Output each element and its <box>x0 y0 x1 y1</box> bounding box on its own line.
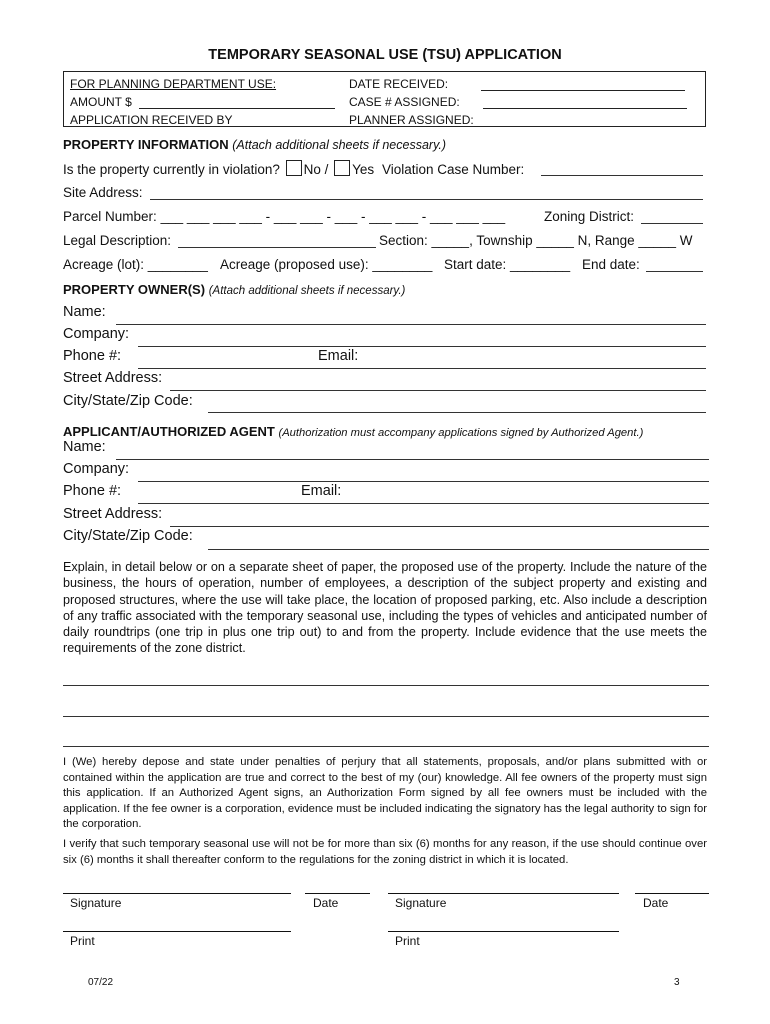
signature-label-2: Signature <box>395 896 447 910</box>
end-date-label: End date: <box>582 257 640 272</box>
agent-email-label: Email: <box>301 483 342 499</box>
case-assigned-row <box>349 95 687 109</box>
owner-note: (Attach additional sheets if necessary.) <box>208 285 406 297</box>
date-label-2: Date <box>643 896 669 910</box>
signature-line-1[interactable] <box>63 893 291 894</box>
signature-label-1: Signature <box>70 896 122 910</box>
signature-line-2[interactable] <box>388 893 619 894</box>
start-date[interactable]: Start date: ________ <box>444 257 571 272</box>
received-by-label: APPLICATION RECEIVED BY <box>70 113 233 127</box>
property-info-note: (Attach additional sheets if necessary.) <box>232 138 447 152</box>
site-address-field[interactable] <box>150 199 703 200</box>
date-received-row <box>349 77 685 91</box>
agent-street-field[interactable] <box>170 526 709 527</box>
legal-description-field[interactable] <box>178 247 376 248</box>
property-info-heading <box>63 137 446 152</box>
violation-no-checkbox[interactable] <box>286 160 302 176</box>
end-date-field[interactable] <box>646 271 703 272</box>
agent-heading <box>63 424 643 439</box>
footer-revision: 07/22 <box>88 977 114 988</box>
agent-city-field[interactable] <box>208 549 709 550</box>
explain-instructions: Explain, in detail below or on a separate sheet of paper, the proposed use of the property. Include the nature of the business, the hours of operation, number of employees, a description of the subject property and existing and proposed structures, where the use will take place, the location of proposed parking, etc. Also include a description of any traffic associated with the temporary seasonal use, including the types of vehicles and anticipated number of daily roundtrips (one trip in plus one trip out) to and from the property. Include evidence that the use meets the requirements of the zone district. <box>63 560 707 656</box>
depose-statement: I (We) hereby depose and state under penalties of perjury that all statements, proposals, and/or plans submitted with or contained within the application are true and correct to the best of my (our) knowledge. All fee owners of the property must sign this application. If an Authorized Agent signs, an Authorization Form signed by all fee owners must be included with the application. If the fee owner is a corporation, evidence must be included indicating the signatory has the legal authority to sign for the corporation. <box>63 756 707 830</box>
site-address-label: Site Address: <box>63 185 143 200</box>
violation-question: Is the property currently in violation? <box>63 162 280 177</box>
violation-yes-checkbox[interactable] <box>334 160 350 176</box>
print-line-2[interactable] <box>388 931 619 932</box>
legal-description-label: Legal Description: <box>63 233 172 248</box>
violation-row <box>63 160 524 177</box>
date-received-field[interactable] <box>481 90 685 91</box>
owner-city-field[interactable] <box>208 412 706 413</box>
zoning-district-label: Zoning District: <box>544 209 635 224</box>
explain-line-2[interactable] <box>63 716 709 717</box>
violation-case-field[interactable] <box>541 175 703 176</box>
agent-phone-label: Phone #: <box>63 483 122 499</box>
violation-no-label: No / <box>303 162 329 177</box>
footer-page-number: 3 <box>674 977 680 988</box>
section-township-range[interactable]: Section: _____, Township _____ N, Range _____ W <box>379 233 693 248</box>
print-label-2: Print <box>395 934 420 948</box>
zoning-district-field[interactable] <box>641 223 703 224</box>
acreage-lot[interactable]: Acreage (lot): ________ <box>63 257 208 272</box>
print-line-1[interactable] <box>63 931 291 932</box>
owner-name-label: Name: <box>63 304 106 320</box>
explain-line-1[interactable] <box>63 685 709 686</box>
owner-heading <box>63 282 405 297</box>
date-label-1: Date <box>313 896 339 910</box>
date-received-label: DATE RECEIVED: <box>349 77 449 91</box>
agent-street-label: Street Address: <box>63 506 163 522</box>
owner-phone-label: Phone #: <box>63 348 122 364</box>
agent-note: (Authorization must accompany applications signed by Authorized Agent.) <box>278 427 644 439</box>
case-assigned-field[interactable] <box>483 108 687 109</box>
date-line-2[interactable] <box>635 893 709 894</box>
owner-company-label: Company: <box>63 326 130 342</box>
owner-street-field[interactable] <box>170 390 706 391</box>
agent-phone-email-field[interactable] <box>138 503 709 504</box>
parcel-number-row <box>63 209 505 224</box>
owner-name-field[interactable] <box>116 324 706 325</box>
violation-case-label: Violation Case Number: <box>381 162 525 177</box>
agent-name-field[interactable] <box>116 459 709 460</box>
case-assigned-label: CASE # ASSIGNED: <box>349 95 460 109</box>
agent-company-field[interactable] <box>138 481 709 482</box>
parcel-number-label: Parcel Number: <box>63 209 157 224</box>
planner-assigned-label: PLANNER ASSIGNED: <box>349 113 474 127</box>
owner-phone-email-field[interactable] <box>138 368 706 369</box>
page-title: TEMPORARY SEASONAL USE (TSU) APPLICATION <box>208 47 562 63</box>
owner-street-label: Street Address: <box>63 370 163 386</box>
print-label-1: Print <box>70 934 95 948</box>
agent-title: APPLICANT/AUTHORIZED AGENT <box>63 424 275 439</box>
property-info-title: PROPERTY INFORMATION <box>63 137 229 152</box>
agent-company-label: Company: <box>63 461 130 477</box>
owner-email-label: Email: <box>318 348 359 364</box>
parcel-number-field[interactable]: ___ ___ ___ ___ - ___ ___ - ___ - ___ ___ - ___ ___ ___ <box>160 209 506 224</box>
violation-yes-label: Yes <box>352 162 375 177</box>
date-line-1[interactable] <box>305 893 370 894</box>
planning-use-label: FOR PLANNING DEPARTMENT USE: <box>70 77 277 91</box>
planning-office-box <box>63 71 706 127</box>
amount-row <box>70 95 335 109</box>
explain-line-3[interactable] <box>63 746 709 747</box>
agent-name-label: Name: <box>63 439 106 455</box>
owner-company-field[interactable] <box>138 346 706 347</box>
amount-label: AMOUNT $ <box>70 95 132 109</box>
owner-title: PROPERTY OWNER(S) <box>63 282 206 297</box>
owner-city-label: City/State/Zip Code: <box>63 393 193 409</box>
amount-field[interactable] <box>139 108 335 109</box>
acreage-proposed[interactable]: Acreage (proposed use): ________ <box>220 257 433 272</box>
verify-statement: I verify that such temporary seasonal use will not be for more than six (6) months for any reason, if the use should continue over six (6) months it shall thereafter conform to the regulations for the zoning district in which it is located. <box>63 838 707 866</box>
agent-city-label: City/State/Zip Code: <box>63 528 193 544</box>
